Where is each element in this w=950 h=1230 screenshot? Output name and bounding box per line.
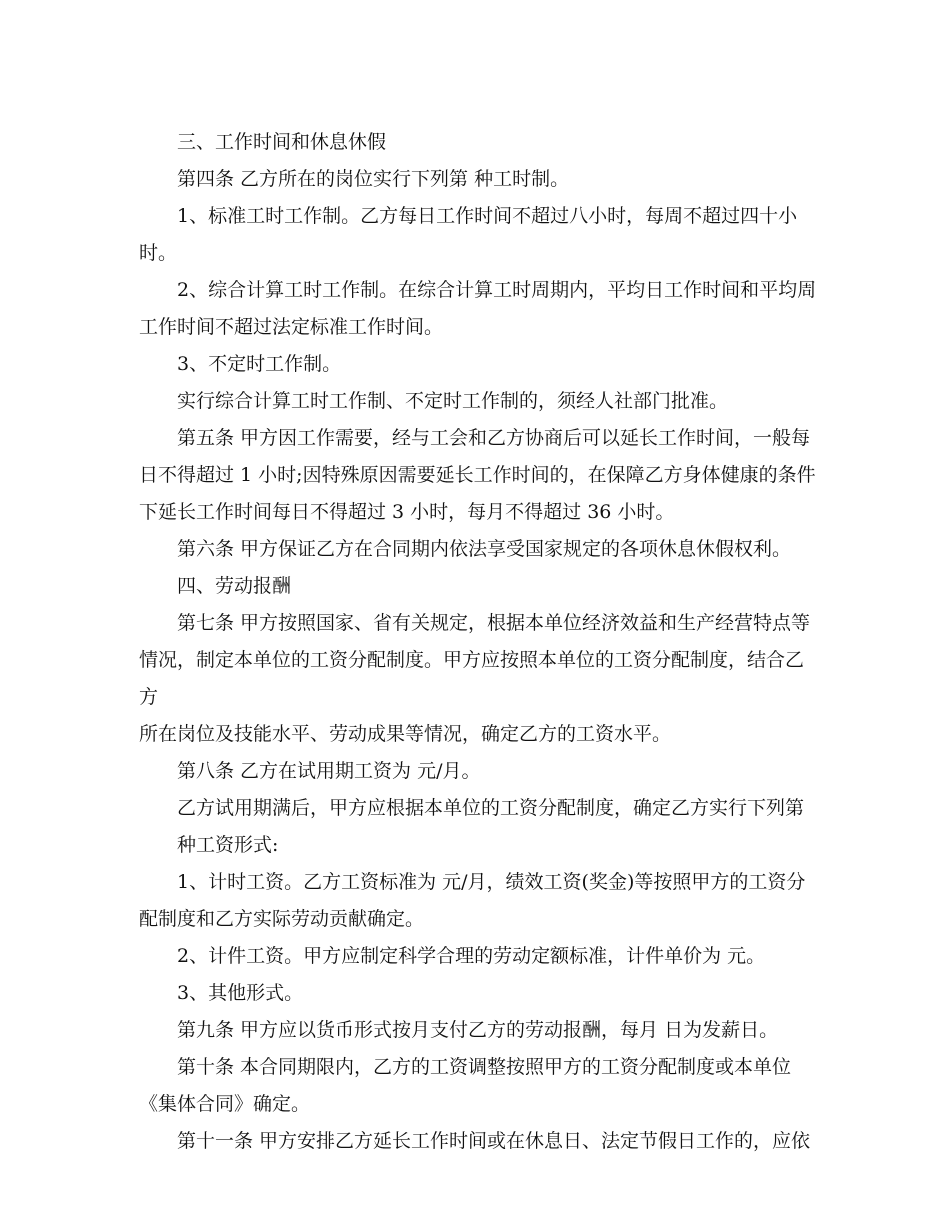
text-line: 《集体合同》确定。 [139, 1093, 311, 1115]
text-line: 1、计时工资。乙方工资标准为 元/月，绩效工资(奖金)等按照甲方的工资分 [177, 871, 806, 893]
text-line: 第八条 乙方在试用期工资为 元/月。 [177, 760, 481, 782]
text-line: 三、工作时间和休息休假 [177, 131, 387, 153]
text-line: 情况，制定本单位的工资分配制度。甲方应按照本单位的工资分配制度，结合乙方 [139, 649, 805, 708]
text-line: 所在岗位及技能水平、劳动成果等情况，确定乙方的工资水平。 [139, 723, 672, 745]
text-line: 实行综合计算工时工作制、不定时工作制的，须经人社部门批准。 [177, 390, 729, 412]
text-line: 下延长工作时间每日不得超过 3 小时，每月不得超过 36 小时。 [139, 501, 675, 523]
text-line: 第六条 甲方保证乙方在合同期内依法享受国家规定的各项休息休假权利。 [177, 538, 792, 560]
text-line: 2、综合计算工时工作制。在综合计算工时周期内，平均日工作时间和平均周 [177, 279, 817, 301]
text-line: 3、其他形式。 [177, 982, 304, 1004]
text-line: 日不得超过 1 小时;因特殊原因需要延长工作时间的，在保障乙方身体健康的条件 [139, 464, 816, 486]
text-line: 第七条 甲方按照国家、省有关规定，根据本单位经济效益和生产经营特点等 [177, 612, 811, 634]
text-line: 第十一条 甲方安排乙方延长工作时间或在休息日、法定节假日工作的，应依 [177, 1130, 811, 1152]
text-line: 第四条 乙方所在的岗位实行下列第 种工时制。 [177, 168, 570, 190]
text-line: 第九条 甲方应以货币形式按月支付乙方的劳动报酬，每月 日为发薪日。 [177, 1019, 779, 1041]
text-line: 工作时间不超过法定标准工作时间。 [139, 316, 444, 338]
text-line: 时。 [139, 242, 178, 264]
text-line: 第十条 本合同期限内，乙方的工资调整按照甲方的工资分配制度或本单位 [177, 1056, 792, 1078]
text-line: 第五条 甲方因工作需要，经与工会和乙方协商后可以延长工作时间，一般每 [177, 427, 811, 449]
text-line: 3、不定时工作制。 [177, 353, 342, 375]
text-line: 种工资形式: [177, 834, 279, 856]
document-body [139, 124, 819, 1160]
text-line: 四、劳动报酬 [177, 575, 292, 597]
text-line: 乙方试用期满后，甲方应根据本单位的工资分配制度，确定乙方实行下列第 [177, 797, 805, 819]
text-line: 1、标准工时工作制。乙方每日工作时间不超过八小时，每周不超过四十小 [177, 205, 798, 227]
text-line: 配制度和乙方实际劳动贡献确定。 [139, 908, 425, 930]
text-line: 2、计件工资。甲方应制定科学合理的劳动定额标准，计件单价为 元。 [177, 945, 766, 967]
